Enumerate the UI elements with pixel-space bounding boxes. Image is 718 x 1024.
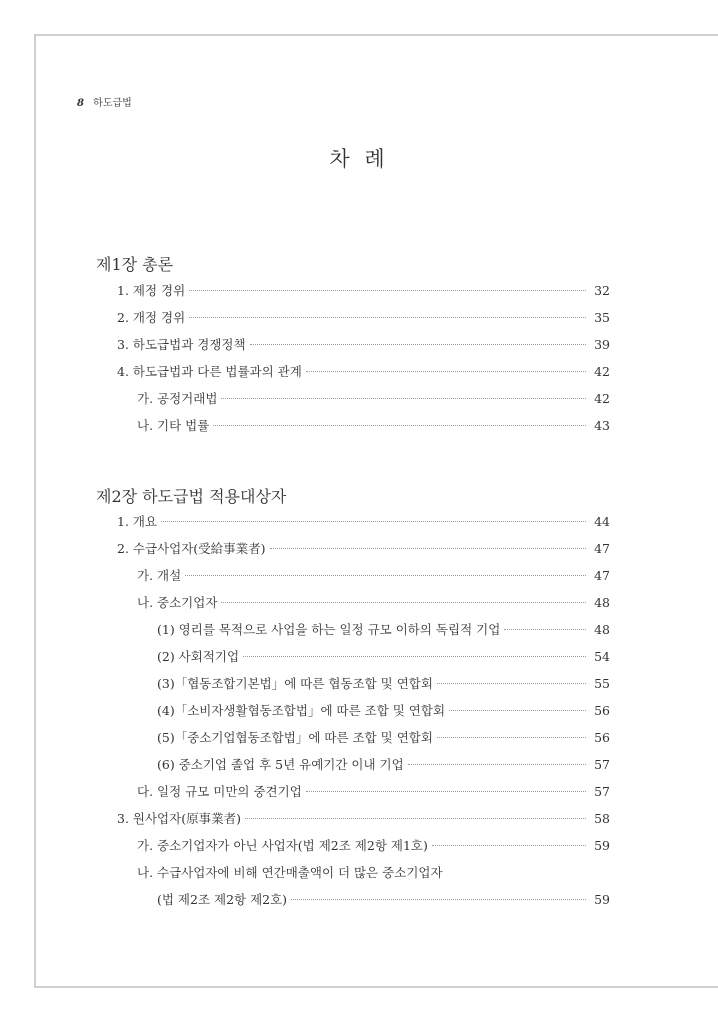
dot-leader — [437, 737, 586, 738]
toc-entry[interactable] — [157, 620, 610, 640]
dot-leader — [432, 845, 586, 846]
dot-leader — [243, 656, 586, 657]
toc-entry-label: 나. 기타 법률 — [137, 418, 210, 433]
running-head-title: 하도급법 — [93, 98, 132, 109]
toc-entry[interactable] — [137, 416, 610, 436]
toc-title: 차 례 — [329, 147, 389, 171]
toc-entry-label: 3. 하도급법과 경쟁정책 — [117, 337, 246, 352]
dot-leader — [185, 575, 586, 576]
dot-leader — [306, 371, 586, 372]
toc-entry-page: 55 — [594, 676, 610, 691]
dot-leader — [437, 683, 586, 684]
toc-entry[interactable] — [157, 647, 610, 667]
toc-entry-page: 54 — [594, 649, 610, 664]
toc-entry-label: (5)「중소기업협동조합법」에 따른 조합 및 연합회 — [157, 730, 433, 745]
toc-entry[interactable] — [137, 566, 610, 586]
page-number: 8 — [77, 98, 84, 109]
toc-entry-label: 2. 수급사업자(受給事業者) — [117, 541, 266, 556]
toc-entry-page: 42 — [594, 391, 610, 406]
toc-entry-page: 47 — [594, 568, 610, 583]
toc-entry-page: 48 — [594, 622, 610, 637]
toc-entry-label: 4. 하도급법과 다른 법률과의 관계 — [117, 364, 302, 379]
dot-leader — [189, 317, 586, 318]
dot-leader — [250, 344, 586, 345]
dot-leader — [408, 764, 586, 765]
dot-leader — [161, 521, 586, 522]
toc-entry-page: 32 — [594, 283, 610, 298]
toc-entry-page: 39 — [594, 337, 610, 352]
toc-entry[interactable] — [137, 782, 610, 802]
toc-entry-label: 1. 제정 경위 — [117, 283, 186, 298]
dot-leader — [270, 548, 586, 549]
toc-entry[interactable] — [137, 389, 610, 409]
dot-leader — [221, 602, 586, 603]
toc-entry-page: 58 — [594, 811, 610, 826]
toc-entry[interactable] — [117, 809, 610, 829]
toc-entry-label: 3. 원사업자(原事業者) — [117, 811, 241, 826]
toc-entry-page: 56 — [594, 703, 610, 718]
toc-entry-page: 47 — [594, 541, 610, 556]
toc-entry-label: 가. 중소기업자가 아닌 사업자(법 제2조 제2항 제1호) — [137, 838, 428, 853]
toc-entry-label: (3)「협동조합기본법」에 따른 협동조합 및 연합회 — [157, 676, 433, 691]
toc-entry-label: 1. 개요 — [117, 514, 158, 529]
dot-leader — [306, 791, 586, 792]
toc-entry-label: (2) 사회적기업 — [157, 649, 240, 664]
toc-entry-page: 48 — [594, 595, 610, 610]
toc-entry-page: 57 — [594, 784, 610, 799]
toc-entry-label: 다. 일정 규모 미만의 중견기업 — [137, 784, 302, 799]
toc-entry-label: (법 제2조 제2항 제2호) — [157, 892, 288, 907]
toc-entry-page: 59 — [594, 892, 610, 907]
dot-leader — [245, 818, 586, 819]
toc-entry-label[interactable]: 나. 수급사업자에 비해 연간매출액이 더 많은 중소기업자 — [137, 865, 443, 880]
toc-entry[interactable] — [117, 539, 610, 559]
toc-entry-page: 44 — [594, 514, 610, 529]
toc-entry-label: (4)「소비자생활협동조합법」에 따른 조합 및 연합회 — [157, 703, 446, 718]
toc-entry-label: 2. 개정 경위 — [117, 310, 186, 325]
dot-leader — [221, 398, 586, 399]
toc-entry[interactable] — [137, 836, 610, 856]
toc-entry[interactable] — [117, 281, 610, 301]
toc-entry-label: 가. 개설 — [137, 568, 182, 583]
toc-entry[interactable] — [157, 755, 610, 775]
dot-leader — [291, 899, 586, 900]
dot-leader — [189, 290, 586, 291]
toc-entry-page: 56 — [594, 730, 610, 745]
chapter-heading: 제1장 총론 — [96, 255, 174, 274]
toc-entry[interactable] — [117, 362, 610, 382]
toc-entry[interactable] — [117, 512, 610, 532]
dot-leader — [213, 425, 586, 426]
toc-entry-label: (1) 영리를 목적으로 사업을 하는 일정 규모 이하의 독립적 기업 — [157, 622, 501, 637]
toc-entry[interactable] — [117, 335, 610, 355]
toc-entry[interactable] — [117, 308, 610, 328]
toc-entry-label: 가. 공정거래법 — [137, 391, 218, 406]
toc-entry-page: 43 — [594, 418, 610, 433]
dot-leader — [449, 710, 586, 711]
dot-leader — [504, 629, 586, 630]
chapter-heading: 제2장 하도급법 적용대상자 — [96, 487, 287, 506]
toc-entry-label: (6) 중소기업 졸업 후 5년 유예기간 이내 기업 — [157, 757, 404, 772]
toc-entry[interactable] — [157, 674, 610, 694]
toc-entry-page: 59 — [594, 838, 610, 853]
toc-entry[interactable] — [157, 728, 610, 748]
toc-entry-page: 57 — [594, 757, 610, 772]
toc-entry[interactable] — [157, 890, 610, 910]
toc-entry[interactable] — [157, 701, 610, 721]
running-head — [77, 94, 132, 109]
toc-entry-label: 나. 중소기업자 — [137, 595, 218, 610]
toc-entry-page: 42 — [594, 364, 610, 379]
toc-entry[interactable] — [137, 593, 610, 613]
toc-entry-page: 35 — [594, 310, 610, 325]
